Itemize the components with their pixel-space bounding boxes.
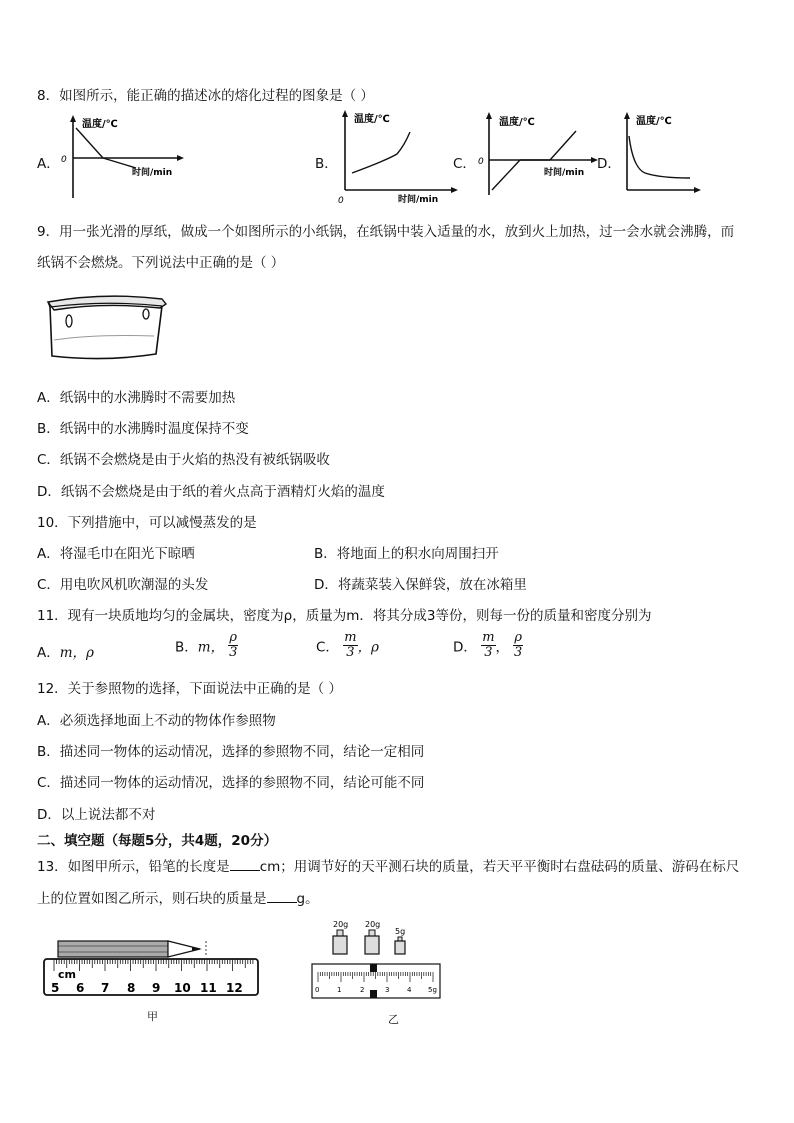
q10-option-a: A．将湿毛巾在阳光下晾晒 xyxy=(37,546,195,562)
q10-option-c: C．用电吹风机吹潮湿的头发 xyxy=(37,577,209,593)
q13-line1: 13．如图甲所示，铅笔的长度是 cm；用调节好的天平测石块的质量，若天平平衡时右盘砝码的质量、游码在标尺 xyxy=(37,859,740,875)
scale-tick-label: 3 xyxy=(385,986,390,994)
q9-option-b: B．纸锅中的水沸腾时温度保持不变 xyxy=(37,421,249,437)
q9-stem-line1: 9．用一张光滑的厚纸，做成一个如图所示的小纸锅，在纸锅中装入适量的水，放到火上加热，过一会水就会沸腾，而 xyxy=(37,224,735,240)
q8-graph-b xyxy=(332,108,462,208)
origin-label: 0 xyxy=(61,155,67,165)
q13-line2: 上的位置如图乙所示，则石块的质量是 g。 xyxy=(37,891,319,907)
scale-tick-label: 0 xyxy=(315,986,320,994)
ruler-tick-label: 5 xyxy=(51,981,60,995)
q11-option-c xyxy=(316,631,379,660)
q8-option-a-label: A． xyxy=(37,156,60,172)
y-axis-label: 温度/℃ xyxy=(499,117,535,128)
weight-label: 20g xyxy=(333,920,349,929)
q11-c-label: C． xyxy=(316,639,339,656)
q10-stem: 10．下列措施中，可以减慢蒸发的是 xyxy=(37,515,257,531)
ruler-tick-label: 11 xyxy=(200,981,217,995)
scale-tick-label: 1 xyxy=(337,986,342,994)
q11-d-label: D． xyxy=(453,639,477,656)
q8-option-b-label: B． xyxy=(315,156,338,172)
q12-option-c: C．描述同一物体的运动情况，选择的参照物不同，结论可能不同 xyxy=(37,775,425,791)
q11-b-mass: m， xyxy=(197,639,225,656)
x-axis-label: 时间/min xyxy=(398,195,439,205)
pencil-ruler-figure xyxy=(40,935,262,997)
q12-option-b: B．描述同一物体的运动情况，选择的参照物不同，结论一定相同 xyxy=(37,744,425,760)
q11-stem: 11．现有一块质地均匀的金属块，密度为ρ，质量为m．将其分成3等份，则每一份的质量和密度分别为 xyxy=(37,608,652,624)
q8-option-d-label: D． xyxy=(597,156,621,172)
ruler-unit: cm xyxy=(58,968,76,981)
weight-label: 5g xyxy=(395,927,406,936)
q8-graph-c xyxy=(472,110,602,200)
q11-d-fraction-rho: $\frac{\rho}{3}$ xyxy=(514,630,523,660)
q11-option-b xyxy=(175,631,238,660)
ruler-tick-label: 7 xyxy=(101,981,110,995)
q11-d-fraction-m: $\frac{m}{3}$ xyxy=(482,630,495,660)
weight-label: 20g xyxy=(365,920,381,929)
y-axis-label: 温度/℃ xyxy=(82,119,118,130)
x-axis-label: 时间/min xyxy=(132,168,173,178)
caption-yi: 乙 xyxy=(388,1013,399,1026)
answer-blank-mass[interactable] xyxy=(267,890,297,903)
q8-stem: 8．如图所示，能正确的描述冰的熔化过程的图象是（ ） xyxy=(37,88,374,104)
q11-option-d: D． $\frac{m}{3}$ ， $\frac{\rho}{3}$ xyxy=(453,630,523,660)
ruler-tick-label: 10 xyxy=(174,981,191,995)
origin-label: 0 xyxy=(338,196,344,206)
q9-stem-line2: 纸锅不会燃烧。下列说法中正确的是（ ） xyxy=(37,255,285,271)
scale-tick-label: 5g xyxy=(428,986,437,994)
q11-b-label: B． xyxy=(175,639,198,656)
q11-a-label: A． xyxy=(37,645,60,661)
q11-c-fraction: $\frac{m}{3}$ xyxy=(344,630,357,660)
q11-option-a xyxy=(37,641,94,661)
origin-label: 0 xyxy=(478,157,484,167)
q12-stem: 12．关于参照物的选择，下面说法中正确的是（ ） xyxy=(37,681,342,697)
q12-option-a: A．必须选择地面上不动的物体作参照物 xyxy=(37,713,276,729)
scale-tick-label: 4 xyxy=(407,986,412,994)
caption-jia: 甲 xyxy=(147,1010,158,1023)
x-axis-label: 时间/min xyxy=(544,168,585,178)
q8-graph-d xyxy=(615,110,705,200)
q8-graph-a xyxy=(58,113,188,203)
q12-option-d: D．以上说法都不对 xyxy=(37,807,156,823)
q11-c-density: ，ρ xyxy=(357,639,379,656)
ruler-tick-label: 9 xyxy=(152,981,161,995)
y-axis-label: 温度/℃ xyxy=(636,116,672,127)
q8-option-c-label: C． xyxy=(453,156,476,172)
answer-blank-length[interactable] xyxy=(230,858,260,871)
scale-tick-label: 2 xyxy=(360,986,365,994)
y-axis-label: 温度/℃ xyxy=(354,114,390,125)
q10-option-b: B．将地面上的积水向周围扫开 xyxy=(314,546,499,562)
q10-option-d: D．将蔬菜装入保鲜袋，放在冰箱里 xyxy=(314,577,527,593)
q9-option-d: D．纸锅不会燃烧是由于纸的着火点高于酒精灯火焰的温度 xyxy=(37,484,385,500)
q9-option-c: C．纸锅不会燃烧是由于火焰的热没有被纸锅吸收 xyxy=(37,452,330,468)
ruler-tick-label: 6 xyxy=(76,981,85,995)
section-title: 二、填空题（每题5分，共4题，20分） xyxy=(37,833,278,849)
balance-figure xyxy=(308,918,444,1000)
paper-pot-figure xyxy=(44,290,170,362)
q11-b-fraction: $\frac{\rho}{3}$ xyxy=(229,630,238,660)
q11-a-value: m，ρ xyxy=(59,645,94,661)
q9-option-a: A．纸锅中的水沸腾时不需要加热 xyxy=(37,390,236,406)
ruler-tick-label: 12 xyxy=(226,981,243,995)
ruler-tick-label: 8 xyxy=(127,981,136,995)
